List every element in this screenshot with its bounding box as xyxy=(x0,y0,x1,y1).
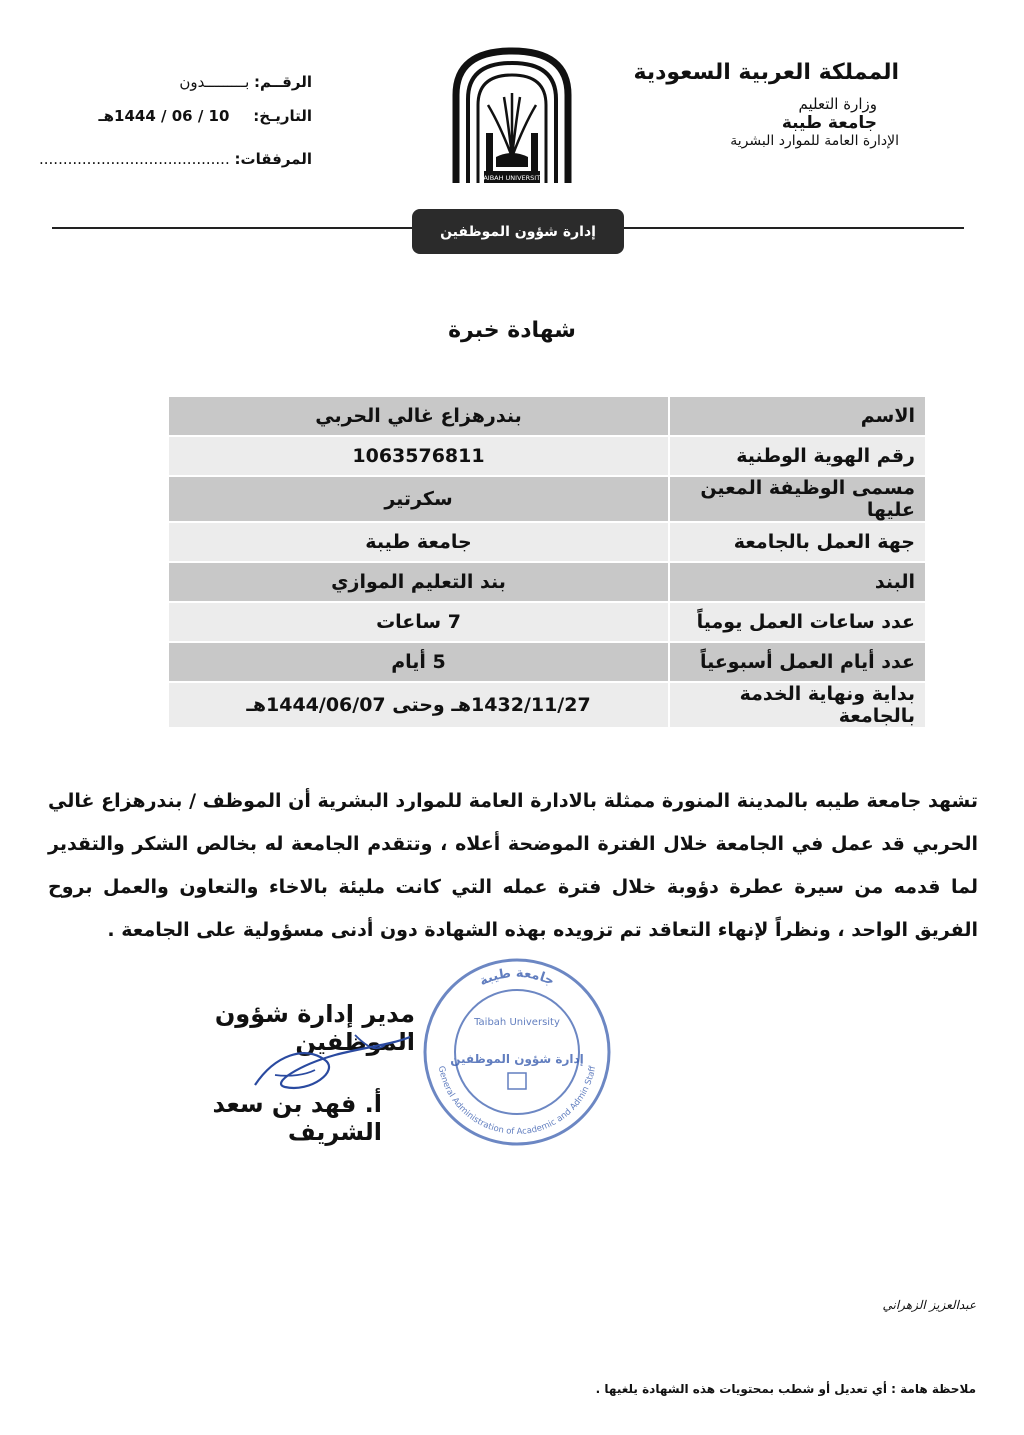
attachments-value: ........................................ xyxy=(39,150,230,168)
date-label: التاريـخ: xyxy=(253,107,312,125)
svg-text:إدارة شؤون الموظفين: إدارة شؤون الموظفين xyxy=(450,1052,584,1066)
row-value: سكرتير xyxy=(168,476,669,522)
row-label: رقم الهوية الوطنية xyxy=(669,436,926,476)
row-value: جامعة طيبة xyxy=(168,522,669,562)
row-label: جهة العمل بالجامعة xyxy=(669,522,926,562)
row-label: عدد ساعات العمل يومياً xyxy=(669,602,926,642)
attachments-line xyxy=(39,150,312,168)
general-admin-name: الإدارة العامة للموارد البشرية xyxy=(730,133,899,149)
certificate-body: تشهد جامعة طيبه بالمدينة المنورة ممثلة بالادارة العامة للموارد البشرية أن الموظف / بندرهزاع غالي الحربي قد عمل في الجامعة خلال الفترة الموضحة أعلاه ، وتتقدم الجامعة له بخالص الشكر والتقدير لما قدمه من سيرة عطرة دؤوبة خلال فترة عمله التي كانت مليئة بالاخاء والتعاون والعمل بروح الفريق الواحد ، ونظراً لإنهاء التعاقد تم تزويده بهذه الشهادة دون أدنى مسؤولية على الجامعة . xyxy=(48,790,978,941)
svg-text:جامعة طيبة: جامعة طيبة xyxy=(477,965,557,990)
letterhead-right xyxy=(599,60,899,149)
row-label: عدد أيام العمل أسبوعياً xyxy=(669,642,926,682)
table-row xyxy=(168,602,926,642)
table-row xyxy=(168,436,926,476)
row-value: بند التعليم الموازي xyxy=(168,562,669,602)
university-logo-icon xyxy=(448,45,576,190)
row-value: بندرهزاع غالي الحربي xyxy=(168,396,669,436)
svg-text:Taibah University: Taibah University xyxy=(474,1017,560,1028)
signatory-name: أ. فهد بن سعد الشريف xyxy=(212,1090,382,1146)
university-name: جامعة طيبة xyxy=(781,113,877,133)
table-row xyxy=(168,642,926,682)
signatory-title: مدير إدارة شؤون الموظفين xyxy=(214,1000,415,1056)
row-label: بداية ونهاية الخدمة بالجامعة xyxy=(669,682,926,728)
table-row xyxy=(168,522,926,562)
row-label: البند xyxy=(669,562,926,602)
table-row xyxy=(168,562,926,602)
row-value: 1432/11/27هـ وحتى 1444/06/07هـ xyxy=(168,682,669,728)
number-value: بـــــــــدون xyxy=(179,73,250,91)
svg-text:TAIBAH UNIVERSITY: TAIBAH UNIVERSITY xyxy=(479,174,545,182)
number-label: الرقــم: xyxy=(254,73,312,91)
important-note: ملاحظة هامة : أي تعديل أو شطب بمحتويات هذه الشهادة يلغيها . xyxy=(595,1382,976,1396)
date-line xyxy=(99,107,312,125)
ministry-name: وزارة التعليم xyxy=(798,95,877,113)
table-row xyxy=(168,396,926,436)
preparer-initials: عبدالعزيز الزهراني xyxy=(882,1298,976,1312)
attachments-label: المرفقات: xyxy=(234,150,312,168)
details-table xyxy=(167,395,927,729)
table-row xyxy=(168,682,926,728)
table-row xyxy=(168,476,926,522)
official-stamp-icon xyxy=(420,955,615,1150)
row-value: 7 ساعات xyxy=(168,602,669,642)
row-value: 1063576811 xyxy=(168,436,669,476)
row-label: مسمى الوظيفة المعين عليها xyxy=(669,476,926,522)
handwritten-signature-icon xyxy=(215,1015,415,1105)
kingdom-name: المملكة العربية السعودية xyxy=(633,60,899,85)
svg-text:General Administration of Acad: General Administration of Academic and Admin Staff xyxy=(435,1065,599,1138)
department-badge: إدارة شؤون الموظفين xyxy=(412,209,624,254)
date-value: 10 / 06 / 1444هـ xyxy=(98,107,230,125)
row-label: الاسم xyxy=(669,396,926,436)
row-value: 5 أيام xyxy=(168,642,669,682)
certificate-title: شهادة خبرة xyxy=(448,318,576,343)
number-line xyxy=(179,73,312,91)
